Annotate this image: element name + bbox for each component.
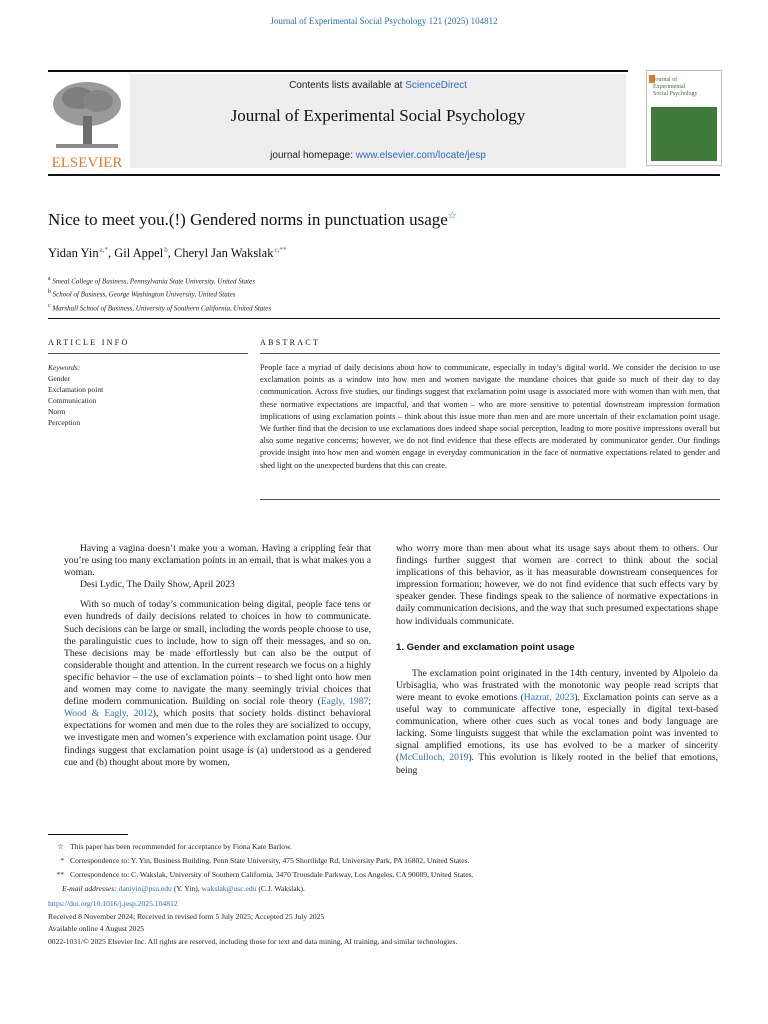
citation-link[interactable]: Hazrat, 2023 <box>523 691 575 703</box>
journal-band <box>130 74 626 168</box>
available-online-date: Available online 4 August 2025 <box>48 924 145 933</box>
section-heading: 1. Gender and exclamation point usage <box>396 641 575 653</box>
author-affiliation-mark[interactable]: b <box>164 246 168 254</box>
body-paragraph <box>64 599 371 768</box>
footnote-item <box>48 854 474 868</box>
footnote-mark: ** <box>56 870 64 879</box>
abstract-text: People face a myriad of daily decisions about how to communicate, especially in today’s digital world. We consider the decision to use exclamation points as a window into how men and women navigate the mundane choices that guide so much of their day to day communication. Across five studies, our findings suggest that exclamation point usage is associated more with women than with men, that these normative expectations are impactful, and that women – who are more sensitive to potential downstream impression formation implications of using exclamation points – think about this issue more than men and are more uncertain of their exclamation point usage. We further find that the decision to use exclamations does indeed shape social perception, leading to more positive impressions overall but also some negative concerns; however, we do not find evidence that these effects are moderated by communicator gender. Our findings provide insight into how men and women engage in everyday communication in the face of normative expectations related to gender and shed light on the unexpected burdens that this can create. <box>260 363 720 470</box>
keyword: Communication <box>48 396 97 405</box>
author-separator: , <box>108 246 115 261</box>
footnote-mark: * <box>60 856 64 865</box>
author-affiliation-mark[interactable]: a,* <box>99 246 108 254</box>
paragraph-text: ), which posits that society holds distinct behavioral expectations for women and men due to the roles they are socialized to occupy, we investigate men and women’s experience with exclamation point usage. Our findings suggest that exclamation point usage is (a) understood as a gendered cue and (b) thought about more by women, <box>64 708 371 768</box>
email-label: E-mail addresses: <box>62 884 117 893</box>
citation-link[interactable]: Eagly, 1987 <box>320 696 369 708</box>
journal-masthead <box>48 70 720 174</box>
email-link[interactable]: wakslak@usc.edu <box>201 884 257 893</box>
publication-info <box>48 898 457 948</box>
epigraph-quote: Having a vagina doesn’t make you a woman. Having a crippling fear that you’re using too many exclamation points in an email, that is what makes you a woman. <box>64 543 371 579</box>
body-paragraph: who worry more than men about what its usage says about them to others. Our findings further suggest that women are correct to think about the social implications of this behavior, as it has measurable downstream consequences for impression formation; however, we do not find evidence that such effects vary by speaker gender. These findings speak to the salience of normative expectations in daily communication decisions, and the way that such presumed expectations shape how individuals communicate. <box>396 543 718 627</box>
affiliation-text: Marshall School of Business, University of Southern California, United States <box>52 303 272 312</box>
citation-link[interactable]: Wood & Eagly, 2012 <box>64 708 153 720</box>
keywords-block <box>48 362 103 428</box>
body-column-left <box>64 543 371 769</box>
copyright-line: 0022-1031/© 2025 Elsevier Inc. All rights are reserved, including those for text and data mining, AI training, and similar technologies. <box>48 936 458 946</box>
article-info-rule <box>48 353 248 354</box>
affiliation-item <box>48 287 271 300</box>
keyword: Norm <box>48 407 66 416</box>
footnote-rule <box>48 834 128 835</box>
email-owner: (Y. Yin), <box>171 884 202 893</box>
masthead-top-rule <box>48 70 628 72</box>
cover-title <box>653 77 698 98</box>
sciencedirect-link[interactable]: ScienceDirect <box>405 80 467 91</box>
homepage-line <box>130 150 626 161</box>
cover-title-line: Journal of <box>653 77 678 83</box>
author-name[interactable]: Cheryl Jan Wakslak <box>174 246 274 261</box>
article-title-text: Nice to meet you.(!) Gendered norms in punctuation usage <box>48 210 448 229</box>
body-column-right <box>396 543 718 777</box>
abstract-heading: ABSTRACT <box>260 338 321 347</box>
footnote-text: This paper has been recommended for acceptance by Fiona Kate Barlow. <box>70 842 292 851</box>
citation-link[interactable]: McCulloch, 2019 <box>399 752 469 764</box>
publisher-name: ELSEVIER <box>51 155 123 170</box>
journal-homepage-link[interactable]: www.elsevier.com/locate/jesp <box>355 150 486 161</box>
email-owner: (C.J. Wakslak). <box>256 884 305 893</box>
affiliation-text: School of Business, George Washington University, United States <box>52 290 236 299</box>
email-addresses <box>48 882 474 896</box>
homepage-prefix: journal homepage: <box>270 150 356 161</box>
body-paragraph <box>396 668 718 777</box>
footnote-mark: ☆ <box>57 842 64 851</box>
paragraph-text: The exclamation point originated in the 14th century, invented by Alpoleio da Urbisaglia, who was frustrated with the monotonic way people read scripts that were meant to evoke emotions ( <box>396 667 718 703</box>
footnote-item <box>48 840 474 854</box>
journal-title: Journal of Experimental Social Psychology <box>230 106 526 125</box>
author-affiliation-mark[interactable]: c,** <box>274 246 287 254</box>
affiliation-mark: a <box>48 276 51 282</box>
footnote-item <box>48 868 474 882</box>
affiliation-text: Smeal College of Business, Pennsylvania State University, United States <box>52 277 255 286</box>
email-link[interactable]: daniyin@psu.edu <box>118 884 172 893</box>
citation-separator: ; <box>368 696 371 708</box>
affiliation-item <box>48 301 271 314</box>
epigraph-source: Desi Lydic, The Daily Show, April 2023 <box>80 579 235 591</box>
doi-link[interactable]: https://doi.org/10.1016/j.jesp.2025.104812 <box>48 899 178 908</box>
abstract-bottom-rule <box>260 499 720 500</box>
cover-title-line: Experimental <box>653 84 686 90</box>
tree-icon <box>48 76 126 170</box>
contents-prefix: Contents lists available at <box>289 80 406 91</box>
cover-title-line: Social Psychology <box>653 91 698 97</box>
keywords-label: Keywords: <box>48 363 81 372</box>
footnote-text: Correspondence to: C. Wakslak, University of Southern California, 3470 Trousdale Parkway, Los Angeles, CA 90089, United States. <box>70 870 474 879</box>
contents-line <box>130 80 626 91</box>
keyword: Perception <box>48 418 81 427</box>
cover-artwork <box>651 107 717 161</box>
affiliation-item <box>48 274 271 287</box>
journal-cover-thumbnail[interactable] <box>646 70 722 166</box>
front-matter-rule <box>48 318 720 319</box>
author-list <box>48 246 286 261</box>
keyword: Exclamation point <box>48 385 104 394</box>
author-name[interactable]: Gil Appel <box>114 246 164 261</box>
keyword: Gender <box>48 374 71 383</box>
footnotes <box>48 840 474 896</box>
paragraph-text: ). This evolution is likely rooted in the belief that emotions, being <box>396 752 718 776</box>
author-separator: , <box>167 246 175 261</box>
paragraph-text: ). Exclamation points can serve as a useful way to communicate affective tone, especially in digital text-based communication, where other cues such as vocal tones and body language are lacking. Some linguists suggest that while the exclamation point was invented to signal amplified emotions, its use has evolved to be a marker of sincerity ( <box>396 691 719 764</box>
paragraph-text: With so much of today’s communication being digital, people face tens or even hundreds of daily decisions related to choices in how to communicate. Such decisions can be large or small, including the words people choose to use, the paralinguistic cues to include, how to sign off their messages, and so on. These decisions may be made effortlessly but can also be the output of considerable thought and attention. In the current research we focus on a highly specific behavior – the use of exclamation points – to shed light onto how men and women may come to navigate the many seemingly trivial choices that define modern communication. Building on social role theory ( <box>64 599 371 708</box>
affiliation-mark: c <box>48 302 51 309</box>
elsevier-logo[interactable] <box>48 76 126 170</box>
running-head[interactable]: Journal of Experimental Social Psychology 121 (2025) 104812 <box>270 16 498 26</box>
article-title <box>48 210 720 230</box>
author-name[interactable]: Yidan Yin <box>48 246 99 261</box>
title-footnote-mark[interactable]: ☆ <box>447 210 457 222</box>
affiliations <box>48 274 271 314</box>
masthead-bottom-rule <box>48 174 720 176</box>
abstract-rule <box>260 353 720 354</box>
footnote-text: Correspondence to: Y. Yin, Business Building, Penn State University, 475 Shortlidge Rd, University Park, PA 16802, United States. <box>70 856 470 865</box>
received-dates: Received 8 November 2024; Received in revised form 5 July 2025; Accepted 25 July 2025 <box>48 911 325 921</box>
article-info-heading: ARTICLE INFO <box>48 338 130 347</box>
affiliation-mark: b <box>48 289 51 296</box>
